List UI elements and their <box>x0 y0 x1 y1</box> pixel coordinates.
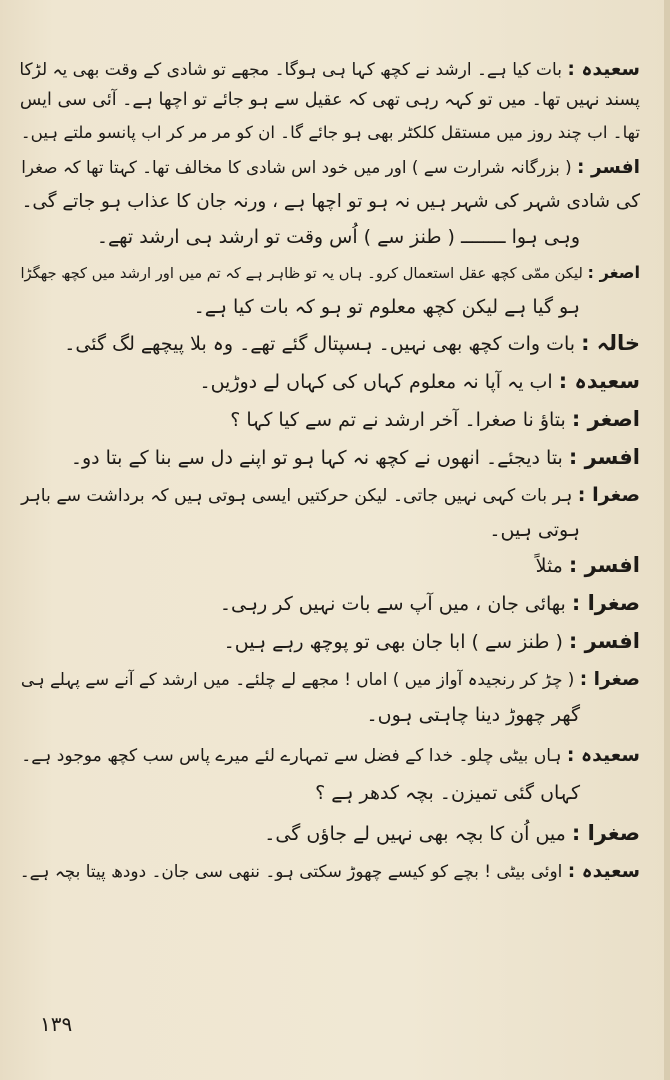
line-text: مثلاً <box>535 555 563 577</box>
line-text: کہاں گئی تمیزن۔ بچہ کدھر ہے ؟ <box>315 782 580 804</box>
speaker-label: سعیدہ : <box>567 861 640 882</box>
line-text: بات کیا ہے۔ ارشد نے کچھ کہا ہی ہوگا۔ مجھے تو شادی کے وقت بھی یہ لڑکا <box>19 60 562 80</box>
speaker-label: سعیدہ : <box>566 744 640 766</box>
speaker-label: افسر : <box>568 629 640 653</box>
speaker-label: صغرا : <box>577 483 640 506</box>
line-text: ہو گیا ہے لیکن کچھ معلوم تو ہو کہ بات کیا ہے۔ <box>193 296 580 318</box>
dialogue-line <box>315 778 580 808</box>
dialogue-line <box>194 292 580 322</box>
dialogue-line <box>22 187 640 217</box>
dialogue-line <box>489 515 580 545</box>
dialogue-line <box>21 480 640 511</box>
dialogue-line <box>97 222 580 252</box>
speaker-label: سعیدہ : <box>558 369 640 393</box>
speaker-label: اصغر : <box>571 407 640 431</box>
speaker-label: افسر : <box>568 553 640 577</box>
line-text: وہی ہوا ــــــــ ( طنز سے ) اُس وقت تو ارشد ہی ارشد تھے۔ <box>96 226 580 248</box>
line-text: اب یہ آپا نہ معلوم کہاں کی کہاں لے دوڑیں۔ <box>199 371 553 393</box>
line-text: میں اُن کا بچہ بھی نہیں لے جاؤں گی۔ <box>264 823 566 845</box>
dialogue-line <box>224 626 640 657</box>
dialogue-line <box>230 404 640 435</box>
line-text: تھا۔ اب چند روز میں مستقل کلکٹر بھی ہو جائے گا۔ ان کو مر مر کر اب پانسو ملتے ہیں۔ <box>20 122 640 142</box>
dialogue-line <box>264 818 640 849</box>
dialogue-line <box>71 442 640 473</box>
speaker-label: صغرا : <box>571 591 640 615</box>
dialogue-line <box>20 258 640 289</box>
page-number: ۱۳۹ <box>40 1012 73 1036</box>
dialogue-line <box>19 55 640 85</box>
line-text: کی شادی شہر کی شہر ہیں نہ ہو تو اچھا ہے ، ورنہ جان کا عذاب ہو جاتے گی۔ <box>21 191 640 212</box>
line-text: ہر بات کہی نہیں جاتی۔ لیکن حرکتیں ایسی ہوتی ہیں کہ برداشت سے باہر <box>21 486 573 506</box>
line-text: اوئی بیٹی ! بچے کو کیسے چھوڑ سکتی ہو۔ ننھی سی جان۔ دودھ پیتا بچہ ہے۔ <box>19 861 563 881</box>
dialogue-line <box>21 740 640 771</box>
dialogue-line <box>20 85 640 115</box>
line-text: بتاؤ نا صغرا۔ آخر ارشد نے تم سے کیا کہا ؟ <box>230 409 566 431</box>
dialogue-line <box>536 550 640 581</box>
dialogue-line <box>64 328 640 359</box>
line-text: بھائی جان ، میں آپ سے بات نہیں کر رہی۔ <box>219 593 566 615</box>
line-text: لیکن ممّی کچھ عقل استعمال کرو۔ ہاں یہ تو ظاہر ہے کہ تم میں اور ارشد میں کچھ جھگڑا <box>20 265 583 282</box>
line-text: ( طنز سے ) ابا جان بھی تو پوچھ رہے ہیں۔ <box>223 631 563 653</box>
speaker-label: افسر : <box>568 445 640 469</box>
speaker-label: خالہ : <box>581 331 640 355</box>
speaker-label: صغرا : <box>571 821 640 845</box>
speaker-label: صغرا : <box>579 669 640 690</box>
speaker-label: سعیدہ : <box>567 59 640 80</box>
line-text: پسند نہیں تھا۔ میں تو کہہ رہی تھی کہ عقیل سے ہو جائے تو اچھا ہے۔ آئی سی ایس <box>19 90 640 110</box>
speaker-label: اصغر : <box>587 263 640 282</box>
line-text: ( چڑ کر رنجیدہ آواز میں ) اماں ! مجھے لے چلئے۔ میں ارشد کے آنے سے پہلے ہی <box>20 669 575 689</box>
dialogue-line <box>21 152 640 183</box>
dialogue-line <box>367 700 580 730</box>
line-text: ہوتی ہیں۔ <box>489 519 580 541</box>
dialogue-line <box>21 117 640 147</box>
line-text: بتا دیجئے۔ انھوں نے کچھ نہ کہا ہو تو اپنے دل سے بنا کے بتا دو۔ <box>70 447 563 469</box>
line-text: ہاں بیٹی چلو۔ خدا کے فضل سے تمہارے لئے میرے پاس سب کچھ موجود ہے۔ <box>21 746 562 766</box>
speaker-label: افسر : <box>577 157 640 178</box>
line-text: بات وات کچھ بھی نہیں۔ ہسپتال گئے تھے۔ وہ بلا پیچھے لگ گئی۔ <box>64 333 576 355</box>
line-text: ( بزرگانہ شرارت سے ) اور میں خود اس شادی کا مخالف تھا۔ کہتا تھا کہ صغرا <box>21 157 572 177</box>
page-edge-shadow <box>664 0 670 1080</box>
line-text: گھر چھوڑ دینا چاہتی ہوں۔ <box>366 704 580 726</box>
dialogue-line <box>199 366 640 397</box>
dialogue-line <box>20 856 640 887</box>
dialogue-line <box>21 664 640 695</box>
dialogue-line <box>220 588 640 619</box>
